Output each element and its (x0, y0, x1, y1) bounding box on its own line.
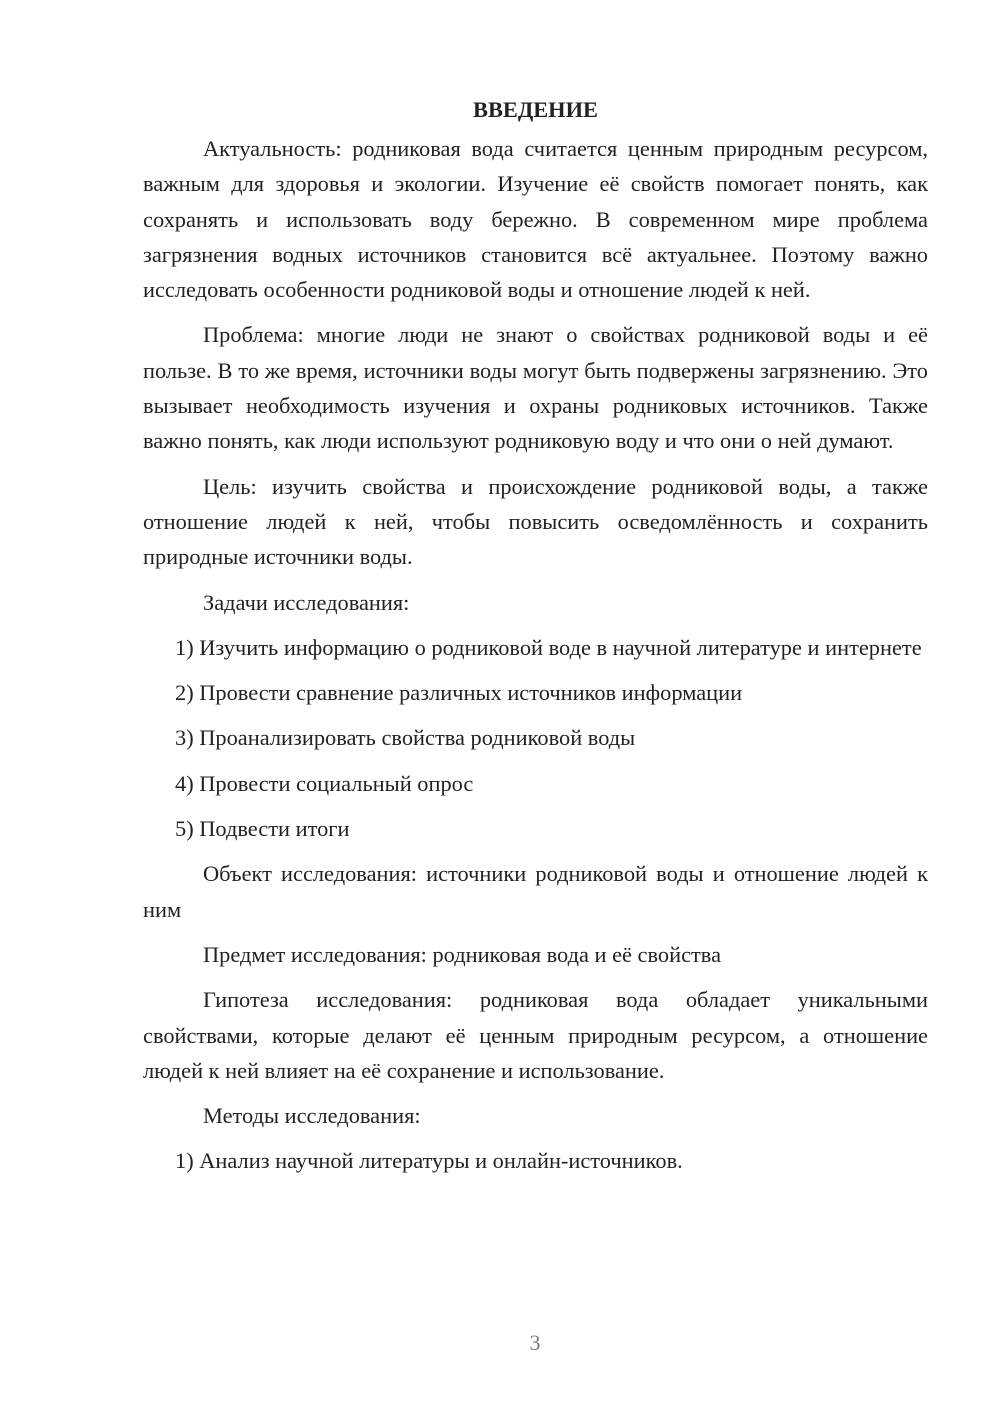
tasks-heading: Задачи исследования: (203, 589, 410, 615)
task-item: 2) Провести сравнение различных источников информации (175, 680, 743, 706)
task-item: 5) Подвести итоги (175, 816, 350, 842)
task-item: 4) Провести социальный опрос (175, 770, 474, 796)
goal-paragraph: Цель: изучить свойства и происхождение родниковой воды, а также отношение людей к ней, чтобы повысить осведомлённость и сохранить природные источники воды. (143, 473, 928, 570)
object-paragraph: Объект исследования: источники родниковой воды и отношение людей к ним (143, 861, 928, 922)
task-item: 3) Проанализировать свойства родниковой воды (175, 725, 636, 751)
methods-list (143, 1143, 928, 1178)
methods-heading: Методы исследования: (203, 1103, 421, 1129)
hypothesis-paragraph: Гипотеза исследования: родниковая вода обладает уникальными свойствами, которые делают её ценным природным ресурсом, а отношение людей к ней влияет на её сохранение и использование. (143, 987, 928, 1083)
page-title: ВВЕДЕНИЕ (473, 97, 598, 122)
method-item: 1) Анализ научной литературы и онлайн-источников. (175, 1148, 683, 1174)
page-number: 3 (529, 1330, 541, 1355)
subject-paragraph: Предмет исследования: родниковая вода и её свойства (203, 941, 722, 967)
tasks-list (143, 630, 928, 846)
task-item: 1) Изучить информацию о родниковой воде в научной литературе и интернете (175, 634, 922, 660)
problem-paragraph: Проблема: многие люди не знают о свойствах родниковой воды и её пользе. В то же время, источники воды могут быть подвержены загрязнению. Это вызывает необходимость изучения и охраны родниковых источников. Также важно понять, как люди используют родниковую воду и что они о ней думают. (143, 322, 928, 454)
document-body (143, 92, 928, 1189)
relevance-paragraph: Актуальность: родниковая вода считается ценным природным ресурсом, важным для здоровья и экологии. Изучение её свойств помогает понять, как сохранять и использовать воду бережно. В современном мире проблема загрязнения водных источников становится всё актуальнее. Поэтому важно исследовать особенности родниковой воды и отношение людей к ней. (143, 136, 928, 303)
